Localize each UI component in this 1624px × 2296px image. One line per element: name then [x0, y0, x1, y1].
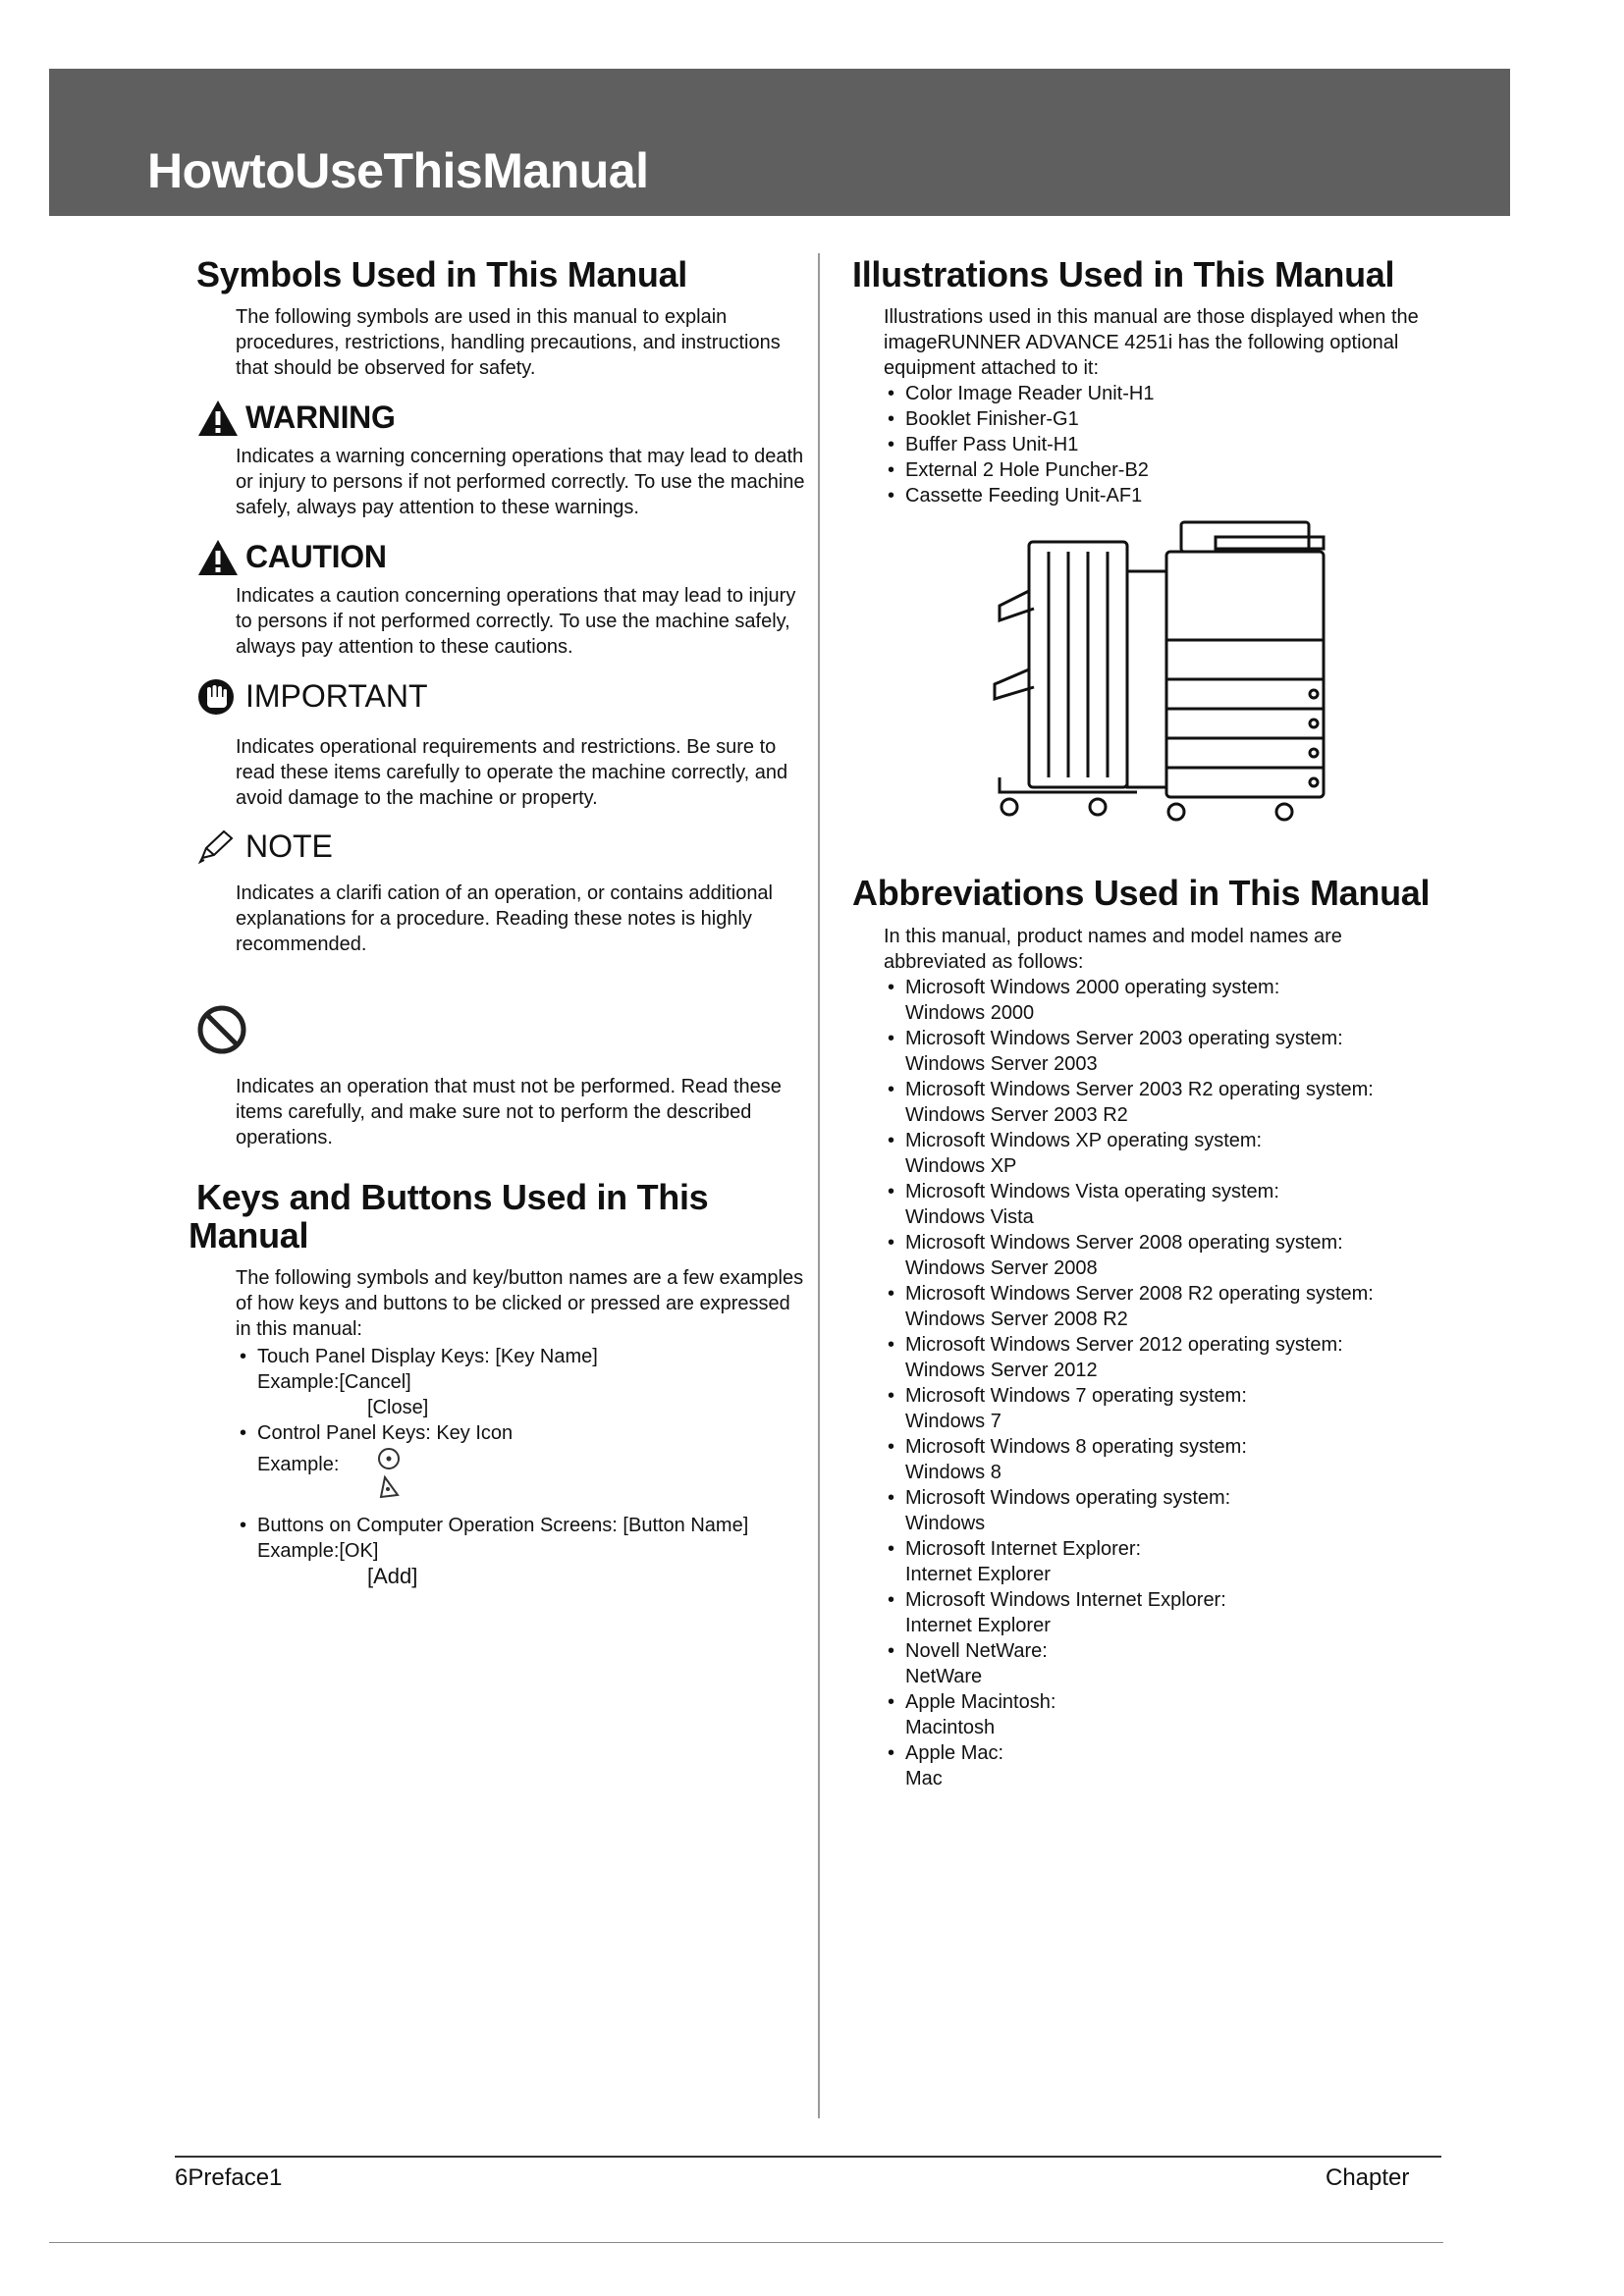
abbr-short: Windows Server 2008: [905, 1257, 1098, 1280]
list-item: • Buffer Pass Unit-H1: [884, 432, 1461, 457]
abbr-short: Windows: [905, 1513, 986, 1535]
abbr-full: Microsoft Windows Server 2003 operating system:: [905, 1028, 1343, 1050]
abbr-full: Novell NetWare:: [905, 1640, 1048, 1663]
list-item: [884, 1587, 1461, 1638]
abbr-full: Microsoft Windows Server 2008 R2 operating system:: [905, 1283, 1374, 1306]
list-item: [884, 1026, 1461, 1077]
start-key-icon: [376, 1471, 402, 1499]
keys-list: [196, 1344, 805, 1589]
important-label: IMPORTANT: [245, 678, 428, 715]
important-text: Indicates operational requirements and restrictions. Be sure to read these items carefully to operate the machine correctly, and avoid damage to the machine or property.: [236, 735, 788, 809]
list-item: • External 2 Hole Puncher-B2: [884, 457, 1461, 483]
abbr-full: Apple Macintosh:: [905, 1691, 1056, 1714]
abbr-full: Microsoft Windows operating system:: [905, 1487, 1231, 1510]
keys-title-line1: Keys and Buttons Used in This: [196, 1176, 709, 1217]
list-item: [236, 1344, 805, 1420]
abbreviations-section-title: Abbreviations Used in This Manual: [852, 872, 1431, 913]
column-divider: [818, 253, 820, 2118]
important-heading: [196, 677, 805, 717]
stop-key-icon: [376, 1446, 402, 1471]
abbr-full: Microsoft Windows Server 2008 operating system:: [905, 1232, 1343, 1255]
list-item: • Color Image Reader Unit-H1: [884, 381, 1461, 406]
buttons-example-1: Example:[OK]: [257, 1539, 379, 1562]
list-item: [884, 1281, 1461, 1332]
keys-title-line2: Manual: [189, 1215, 309, 1256]
control-panel-keys: Control Panel Keys: Key Icon: [257, 1421, 514, 1444]
abbr-short: Windows 8: [905, 1462, 1001, 1484]
abbr-short: Windows 2000: [905, 1002, 1035, 1025]
list-item: [884, 1536, 1461, 1587]
abbr-short: NetWare: [905, 1666, 983, 1688]
abbr-full: Microsoft Windows 8 operating system:: [905, 1436, 1247, 1459]
abbr-short: Windows Server 2012: [905, 1360, 1098, 1382]
abbr-short: Windows Vista: [905, 1206, 1034, 1229]
right-column: [852, 255, 1461, 1791]
abbr-full: Microsoft Windows XP operating system:: [905, 1130, 1263, 1152]
control-example-label: Example:: [257, 1453, 340, 1475]
printer-illustration: [990, 512, 1363, 846]
keys-intro: The following symbols and key/button names are a few examples of how keys and buttons to be clicked or pressed are expressed in this manual:: [236, 1266, 804, 1340]
list-item: • Booklet Finisher-G1: [884, 406, 1461, 432]
list-item: [884, 1179, 1461, 1230]
left-column: [189, 254, 805, 1589]
abbr-short: Windows 7: [905, 1411, 1001, 1433]
abbr-short: Macintosh: [905, 1717, 996, 1739]
list-item: [236, 1420, 805, 1499]
abbr-full: Microsoft Windows Server 2003 R2 operating system:: [905, 1079, 1374, 1101]
footer-chapter-label: Chapter: [1326, 2164, 1410, 2191]
page-title: HowtoUseThisManual: [147, 143, 649, 198]
list-item: [884, 1485, 1461, 1536]
list-item: [884, 1689, 1461, 1740]
list-item: [884, 1230, 1461, 1281]
abbr-short: Windows Server 2003 R2: [905, 1104, 1128, 1127]
warning-heading: [196, 399, 805, 438]
note-text: Indicates a clarifi cation of an operation, or contains additional explanations for a procedure. Reading these notes is highly recommended.: [236, 881, 774, 955]
abbreviations-list: [852, 975, 1461, 1791]
list-item: [884, 975, 1461, 1026]
list-item: [884, 1383, 1461, 1434]
footer-rule: [175, 2156, 1441, 2158]
keys-section-title: [189, 1176, 805, 1256]
prohibited-text: Indicates an operation that must not be performed. Read these items carefully, and make sure not to perform the described operations.: [236, 1075, 782, 1148]
control-example-row: [257, 1446, 805, 1499]
caution-triangle-icon: [196, 538, 240, 577]
warning-text: Indicates a warning concerning operations that may lead to death or injury to persons if not performed correctly. To use the machine safely, always pay attention to these warnings.: [236, 445, 805, 518]
abbr-full: Microsoft Windows Vista operating system:: [905, 1181, 1279, 1203]
list-item: • Cassette Feeding Unit-AF1: [884, 483, 1461, 508]
prohibited-icon: [196, 1004, 247, 1055]
symbols-intro: The following symbols are used in this manual to explain procedures, restrictions, handling precautions, and instructions that should be observed for safety.: [236, 305, 781, 379]
warning-triangle-icon: [196, 399, 240, 438]
list-item: [884, 1128, 1461, 1179]
list-item: [236, 1513, 805, 1589]
note-pencil-icon: [196, 828, 236, 864]
abbreviations-intro: In this manual, product names and model names are abbreviated as follows:: [884, 926, 1342, 974]
abbr-short: Windows Server 2008 R2: [905, 1308, 1128, 1331]
abbr-short: Windows Server 2003: [905, 1053, 1098, 1076]
list-item: [884, 1434, 1461, 1485]
abbr-full: Microsoft Windows Internet Explorer:: [905, 1589, 1226, 1612]
list-item: [884, 1332, 1461, 1383]
note-heading: [196, 828, 805, 865]
illustrations-section-title: Illustrations Used in This Manual: [852, 254, 1395, 294]
abbr-full: Microsoft Windows 7 operating system:: [905, 1385, 1247, 1408]
symbols-section-title: Symbols Used in This Manual: [196, 254, 687, 294]
abbr-full: Microsoft Windows Server 2012 operating system:: [905, 1334, 1343, 1357]
important-hand-icon: [196, 677, 236, 717]
abbr-full: Microsoft Windows 2000 operating system:: [905, 977, 1280, 999]
abbr-short: Windows XP: [905, 1155, 1017, 1178]
list-item: [884, 1077, 1461, 1128]
touch-example-1: Example:[Cancel]: [257, 1370, 411, 1393]
prohibited-heading: [196, 1004, 805, 1060]
abbr-short: Internet Explorer: [905, 1615, 1051, 1637]
abbr-full: Apple Mac:: [905, 1742, 1004, 1765]
touch-panel-keys: Touch Panel Display Keys: [Key Name]: [257, 1345, 598, 1367]
warning-label: WARNING: [245, 400, 396, 436]
control-key-icons: [376, 1446, 402, 1499]
equipment-list: [852, 381, 1461, 508]
bottom-rule: [49, 2242, 1443, 2243]
touch-example-2: [Close]: [367, 1396, 429, 1418]
abbr-short: Mac: [905, 1768, 943, 1790]
illustrations-intro: Illustrations used in this manual are those displayed when the imageRUNNER ADVANCE 4251i has the following optional equipment attached to it:: [884, 305, 1419, 379]
footer-page-label: 6Preface1: [175, 2164, 283, 2191]
list-item: [884, 1638, 1461, 1689]
caution-heading: [196, 538, 805, 577]
list-item: [884, 1740, 1461, 1791]
buttons-example-2: [Add]: [367, 1563, 418, 1588]
caution-label: CAUTION: [245, 539, 387, 575]
computer-buttons: Buttons on Computer Operation Screens: [Button Name]: [257, 1514, 749, 1536]
note-label: NOTE: [245, 828, 333, 864]
caution-text: Indicates a caution concerning operations that may lead to injury to persons if not performed correctly. To use the machine safely, always pay attention to these cautions.: [236, 584, 796, 658]
abbr-full: Microsoft Internet Explorer:: [905, 1538, 1142, 1561]
abbr-short: Internet Explorer: [905, 1564, 1051, 1586]
